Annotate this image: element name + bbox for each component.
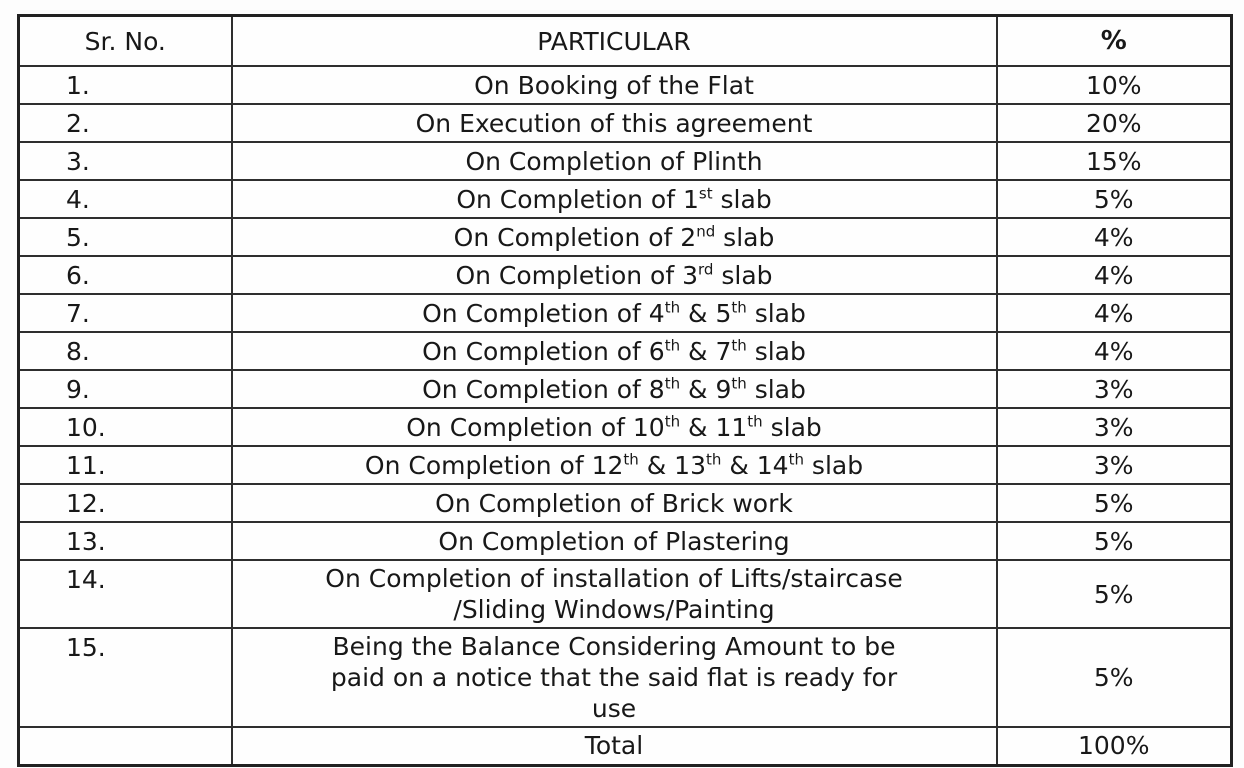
- percent-cell: 3%: [997, 446, 1232, 484]
- sr-no-cell: 11.: [19, 446, 232, 484]
- percent-cell: 4%: [997, 256, 1232, 294]
- particular-cell: On Completion of Plastering: [232, 522, 997, 560]
- total-row: [19, 727, 1232, 765]
- sr-no-cell: 2.: [19, 104, 232, 142]
- total-percent: 100%: [997, 727, 1232, 765]
- particular-cell: On Completion of installation of Lifts/staircase /Sliding Windows/Painting: [232, 560, 997, 628]
- payment-schedule-table: [17, 14, 1233, 767]
- percent-cell: 4%: [997, 332, 1232, 370]
- table-row: [19, 628, 1232, 727]
- table-header-row: [19, 16, 1232, 67]
- percent-cell: 4%: [997, 294, 1232, 332]
- sr-no-cell: 8.: [19, 332, 232, 370]
- col-header-particular: PARTICULAR: [232, 16, 997, 67]
- particular-cell: On Completion of 3rd slab: [232, 256, 997, 294]
- particular-cell: On Completion of 1st slab: [232, 180, 997, 218]
- table-row: [19, 142, 1232, 180]
- sr-no-cell: 5.: [19, 218, 232, 256]
- particular-cell: On Completion of 12th & 13th & 14th slab: [232, 446, 997, 484]
- sr-no-cell: 4.: [19, 180, 232, 218]
- col-header-percent: %: [997, 16, 1232, 67]
- particular-cell: Being the Balance Considering Amount to be paid on a notice that the said flat is ready for use: [232, 628, 997, 727]
- sr-no-cell: 10.: [19, 408, 232, 446]
- sr-no-cell: 13.: [19, 522, 232, 560]
- table-row: [19, 180, 1232, 218]
- table-row: [19, 484, 1232, 522]
- table-row: [19, 560, 1232, 628]
- percent-cell: 15%: [997, 142, 1232, 180]
- sr-no-cell: 12.: [19, 484, 232, 522]
- percent-cell: 5%: [997, 522, 1232, 560]
- percent-cell: 4%: [997, 218, 1232, 256]
- percent-cell: 5%: [997, 560, 1232, 628]
- table-row: [19, 408, 1232, 446]
- total-label: Total: [232, 727, 997, 765]
- sr-no-cell: 7.: [19, 294, 232, 332]
- percent-cell: 5%: [997, 180, 1232, 218]
- table-body: [19, 66, 1232, 727]
- table-row: [19, 256, 1232, 294]
- table-row: [19, 332, 1232, 370]
- total-row-empty-cell: [19, 727, 232, 765]
- table-row: [19, 446, 1232, 484]
- sr-no-cell: 1.: [19, 66, 232, 104]
- particular-cell: On Completion of 8th & 9th slab: [232, 370, 997, 408]
- sr-no-cell: 6.: [19, 256, 232, 294]
- sr-no-cell: 15.: [19, 628, 232, 727]
- particular-cell: On Execution of this agreement: [232, 104, 997, 142]
- percent-cell: 10%: [997, 66, 1232, 104]
- particular-cell: On Completion of 2nd slab: [232, 218, 997, 256]
- percent-cell: 5%: [997, 628, 1232, 727]
- table-row: [19, 294, 1232, 332]
- table-row: [19, 104, 1232, 142]
- percent-cell: 3%: [997, 408, 1232, 446]
- particular-cell: On Completion of Brick work: [232, 484, 997, 522]
- sr-no-cell: 14.: [19, 560, 232, 628]
- percent-cell: 20%: [997, 104, 1232, 142]
- table-row: [19, 522, 1232, 560]
- percent-cell: 3%: [997, 370, 1232, 408]
- table-row: [19, 66, 1232, 104]
- table-row: [19, 370, 1232, 408]
- sr-no-cell: 3.: [19, 142, 232, 180]
- particular-cell: On Booking of the Flat: [232, 66, 997, 104]
- particular-cell: On Completion of 10th & 11th slab: [232, 408, 997, 446]
- particular-cell: On Completion of 4th & 5th slab: [232, 294, 997, 332]
- col-header-sr-no: Sr. No.: [19, 16, 232, 67]
- percent-cell: 5%: [997, 484, 1232, 522]
- particular-cell: On Completion of Plinth: [232, 142, 997, 180]
- particular-cell: On Completion of 6th & 7th slab: [232, 332, 997, 370]
- sr-no-cell: 9.: [19, 370, 232, 408]
- table-row: [19, 218, 1232, 256]
